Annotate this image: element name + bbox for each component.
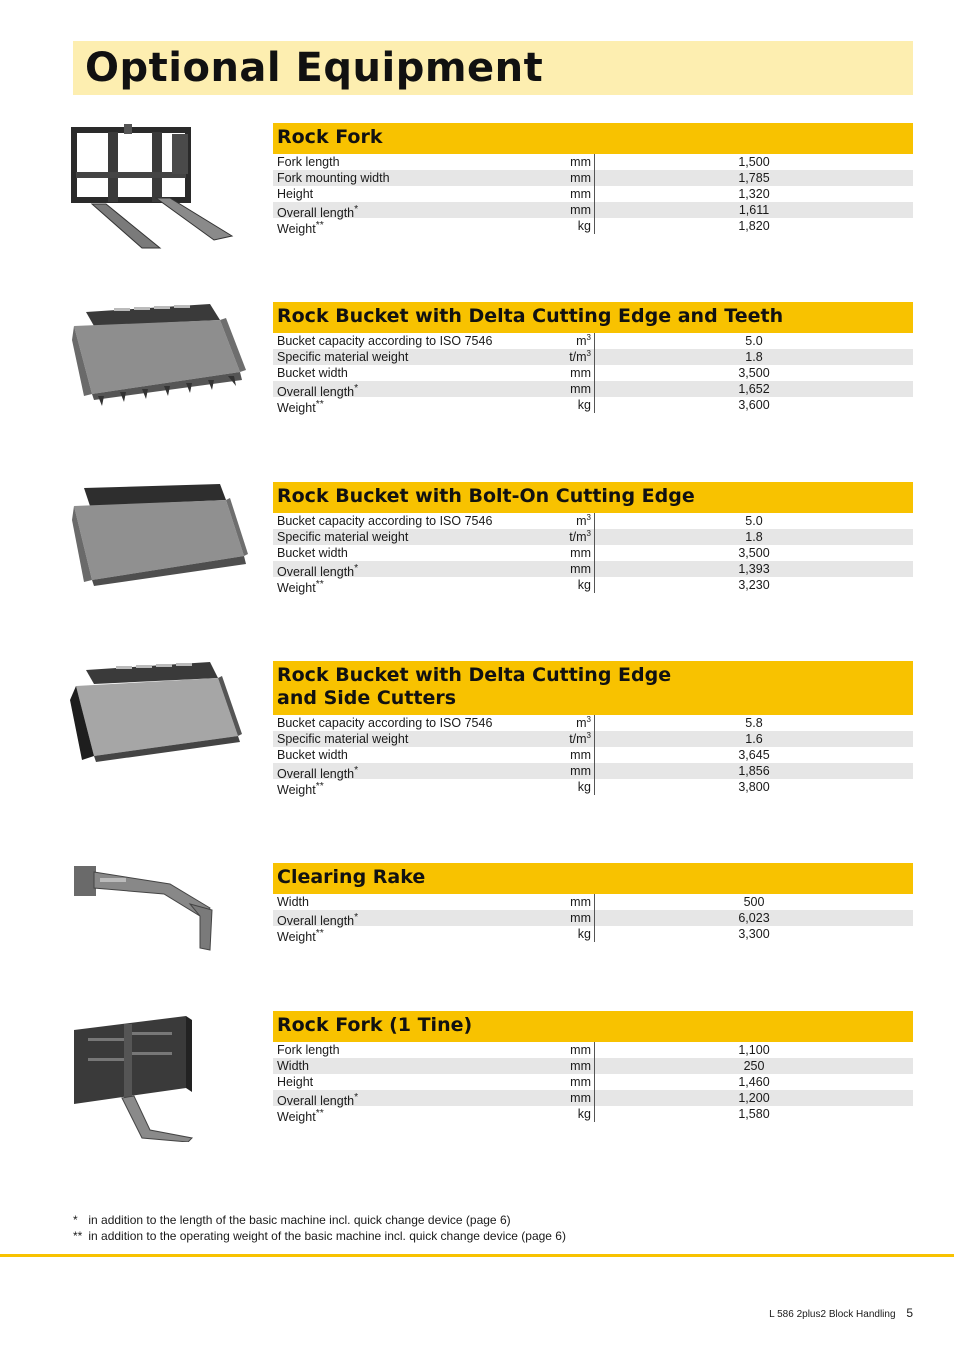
spec-label: Width [277, 1059, 309, 1073]
spec-label: Overall length* [277, 1092, 359, 1109]
spec-value: 3,500 [738, 366, 770, 380]
section-rock-bucket-delta-teeth [273, 302, 913, 416]
section-header [273, 1011, 913, 1042]
spec-unit: mm [570, 171, 591, 185]
spec-value: 3,230 [738, 578, 770, 592]
footnote [73, 1228, 566, 1244]
spec-unit: $m^3$ [576, 332, 591, 348]
spec-value: 3,500 [738, 546, 770, 560]
spec-row [273, 926, 913, 945]
spec-unit: mm [570, 1043, 591, 1057]
section-title: Rock Bucket with Bolt-On Cutting Edge [277, 485, 695, 507]
spec-label: Overall length* [277, 383, 359, 400]
spec-label: Bucket width [277, 366, 348, 380]
footnotes [73, 1212, 566, 1244]
spec-unit: kg [577, 780, 591, 794]
spec-label: Weight** [277, 781, 324, 798]
spec-value: 250 [743, 1059, 765, 1073]
bucket-bolt-on-image [70, 480, 248, 588]
footnote-mark: * [354, 912, 359, 923]
bucket-teeth-image [70, 300, 248, 408]
spec-label: Specific material weight [277, 350, 409, 364]
section-title: Rock Fork (1 Tine) [277, 1014, 473, 1036]
page-number: 5 [906, 1306, 913, 1320]
spec-value: 3,645 [738, 748, 770, 762]
spec-label: Bucket capacity according to ISO 7546 [277, 716, 493, 730]
spec-label: Height [277, 1075, 314, 1089]
spec-row [273, 513, 913, 529]
spec-row [273, 1090, 913, 1109]
spec-value: 1,320 [738, 187, 770, 201]
spec-row [273, 1042, 913, 1058]
spec-row [273, 577, 913, 596]
spec-label: Specific material weight [277, 732, 409, 746]
section-header [273, 661, 913, 715]
spec-label: Overall length* [277, 204, 359, 221]
section-title: Clearing Rake [277, 866, 426, 888]
page-title-bar [73, 41, 913, 95]
section-rock-bucket-bolt-on [273, 482, 913, 596]
section-header [273, 482, 913, 513]
bottom-rule [0, 1254, 954, 1257]
spec-unit: kg [577, 1107, 591, 1121]
spec-label: Width [277, 895, 309, 909]
spec-value: 1,200 [738, 1091, 770, 1105]
spec-value: 1,100 [738, 1043, 770, 1057]
spec-value: 5.8 [745, 716, 763, 730]
spec-row [273, 218, 913, 237]
section-header [273, 863, 913, 894]
spec-row [273, 186, 913, 202]
section-rock-fork [273, 123, 913, 237]
spec-unit: mm [570, 1091, 591, 1105]
spec-value: 5.0 [745, 514, 763, 528]
spec-unit: mm [570, 764, 591, 778]
page-footer [769, 1306, 913, 1320]
spec-value: 6,023 [738, 911, 770, 925]
spec-value: 1.6 [745, 732, 763, 746]
spec-row [273, 910, 913, 929]
spec-label: Bucket capacity according to ISO 7546 [277, 514, 493, 528]
section-title-line2: and Side Cutters [277, 687, 457, 709]
section-header [273, 123, 913, 154]
section-rock-fork-1-tine [273, 1011, 913, 1125]
footnote-mark: ** [315, 928, 324, 939]
footnote-mark: * [73, 1213, 78, 1227]
spec-value: 1,500 [738, 155, 770, 169]
spec-row [273, 561, 913, 580]
footnote-mark: ** [315, 399, 324, 410]
spec-unit: mm [570, 562, 591, 576]
spec-label: Bucket width [277, 546, 348, 560]
spec-row [273, 170, 913, 186]
spec-row [273, 545, 913, 561]
footnote-mark: ** [73, 1229, 83, 1243]
footnote-mark: * [354, 204, 359, 215]
spec-row [273, 1074, 913, 1090]
bucket-side-cutters-image [70, 658, 248, 770]
spec-label: Weight** [277, 220, 324, 237]
spec-row [273, 894, 913, 910]
spec-label: Specific material weight [277, 530, 409, 544]
spec-value: 1,460 [738, 1075, 770, 1089]
spec-label: Height [277, 187, 314, 201]
spec-unit: mm [570, 1075, 591, 1089]
spec-value: 3,800 [738, 780, 770, 794]
rock-fork-image [68, 122, 248, 250]
spec-value: 1,820 [738, 219, 770, 233]
spec-value: 3,600 [738, 398, 770, 412]
footnote-mark: * [354, 563, 359, 574]
spec-row [273, 779, 913, 798]
spec-label: Bucket width [277, 748, 348, 762]
spec-unit: kg [577, 927, 591, 941]
spec-row [273, 349, 913, 365]
spec-label: Weight** [277, 928, 324, 945]
spec-unit: mm [570, 1059, 591, 1073]
footnote-mark: * [354, 1092, 359, 1103]
spec-label: Overall length* [277, 765, 359, 782]
spec-row [273, 731, 913, 747]
spec-unit: kg [577, 398, 591, 412]
spec-unit: mm [570, 895, 591, 909]
spec-unit: mm [570, 203, 591, 217]
footnote-text: in addition to the length of the basic machine incl. quick change device (page 6) [88, 1213, 511, 1227]
spec-value: 1,652 [738, 382, 770, 396]
spec-label: Fork length [277, 1043, 340, 1057]
spec-value: 500 [743, 895, 765, 909]
footnote-mark: * [354, 765, 359, 776]
page-title: Optional Equipment [85, 45, 544, 91]
spec-unit: $t/m^3$ [569, 528, 591, 544]
section-title: Rock Fork [277, 126, 383, 148]
spec-unit: $m^3$ [576, 714, 591, 730]
spec-value: 1,580 [738, 1107, 770, 1121]
spec-label: Bucket capacity according to ISO 7546 [277, 334, 493, 348]
spec-label: Overall length* [277, 563, 359, 580]
spec-unit: $t/m^3$ [569, 730, 591, 746]
spec-unit: mm [570, 911, 591, 925]
spec-unit: mm [570, 748, 591, 762]
footnote-mark: ** [315, 781, 324, 792]
spec-unit: mm [570, 382, 591, 396]
spec-unit: mm [570, 366, 591, 380]
spec-unit: mm [570, 546, 591, 560]
spec-row [273, 365, 913, 381]
spec-unit: $m^3$ [576, 512, 591, 528]
spec-label: Fork length [277, 155, 340, 169]
section-rock-bucket-side-cutters [273, 661, 913, 798]
footnote-mark: ** [315, 1108, 324, 1119]
spec-row [273, 1106, 913, 1125]
spec-value: 5.0 [745, 334, 763, 348]
spec-row [273, 381, 913, 400]
spec-row [273, 333, 913, 349]
spec-unit: mm [570, 155, 591, 169]
spec-row [273, 397, 913, 416]
spec-value: 1,611 [738, 203, 770, 217]
spec-value: 1,393 [738, 562, 770, 576]
spec-row [273, 747, 913, 763]
spec-row [273, 1058, 913, 1074]
spec-label: Weight** [277, 1108, 324, 1125]
spec-row [273, 154, 913, 170]
spec-row [273, 529, 913, 545]
spec-value: 1,856 [738, 764, 770, 778]
section-title-line1: Rock Bucket with Delta Cutting Edge [277, 664, 672, 686]
footnote-mark: ** [315, 579, 324, 590]
spec-unit: kg [577, 578, 591, 592]
rock-fork-1-tine-image [70, 1008, 200, 1142]
spec-unit: kg [577, 219, 591, 233]
footer-doc-name: L 586 2plus2 Block Handling [769, 1309, 896, 1320]
spec-unit: mm [570, 187, 591, 201]
footnote [73, 1212, 566, 1228]
spec-row [273, 202, 913, 221]
spec-label: Fork mounting width [277, 171, 390, 185]
spec-value: 1.8 [745, 350, 763, 364]
footnote-mark: ** [315, 220, 324, 231]
spec-label: Overall length* [277, 912, 359, 929]
section-title: Rock Bucket with Delta Cutting Edge and Teeth [277, 305, 784, 327]
section-clearing-rake [273, 863, 913, 945]
spec-row [273, 715, 913, 731]
clearing-rake-image [70, 858, 218, 954]
spec-value: 1.8 [745, 530, 763, 544]
spec-unit: $t/m^3$ [569, 348, 591, 364]
footnote-text: in addition to the operating weight of the basic machine incl. quick change device (page 6) [88, 1229, 566, 1243]
spec-value: 3,300 [738, 927, 770, 941]
section-header [273, 302, 913, 333]
spec-label: Weight** [277, 579, 324, 596]
footnote-mark: * [354, 383, 359, 394]
spec-row [273, 763, 913, 782]
spec-value: 1,785 [738, 171, 770, 185]
spec-label: Weight** [277, 399, 324, 416]
